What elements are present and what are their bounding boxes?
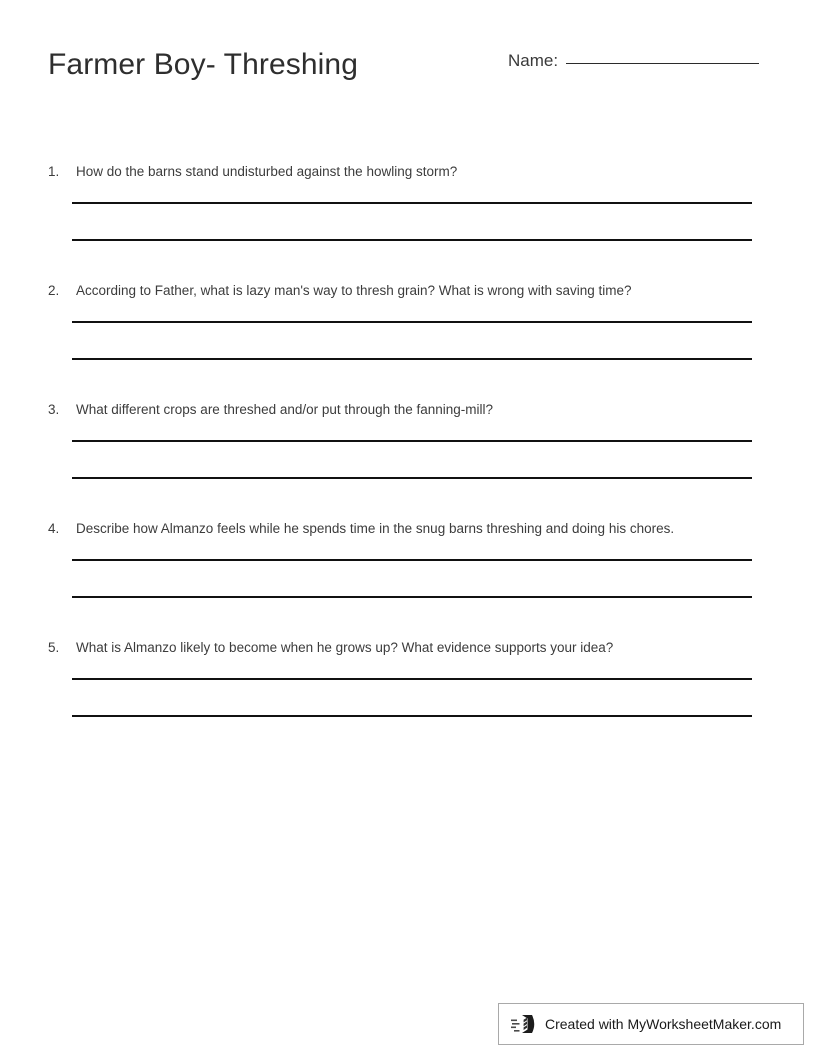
question-item-5	[0, 626, 816, 745]
question-number: 4.	[48, 521, 60, 536]
answer-line[interactable]	[72, 477, 752, 479]
answer-line[interactable]	[72, 678, 752, 680]
answer-line[interactable]	[72, 559, 752, 561]
question-row	[48, 162, 776, 181]
created-with-badge[interactable]	[498, 1003, 804, 1045]
name-label: Name:	[508, 51, 559, 70]
question-number: 3.	[48, 402, 60, 417]
answer-line[interactable]	[72, 202, 752, 204]
question-item-2	[0, 269, 816, 388]
worksheet-maker-logo-icon	[511, 1012, 539, 1036]
worksheet-header	[0, 0, 816, 110]
answer-line[interactable]	[72, 596, 752, 598]
question-row	[48, 519, 776, 538]
name-input-line[interactable]	[566, 63, 759, 64]
answer-line[interactable]	[72, 321, 752, 323]
question-text: According to Father, what is lazy man's way to thresh grain? What is wrong with saving time?	[76, 283, 632, 298]
answer-area	[72, 321, 752, 360]
question-text: How do the barns stand undisturbed against the howling storm?	[76, 164, 458, 179]
question-item-1	[0, 150, 816, 269]
question-list	[0, 150, 816, 745]
question-number: 2.	[48, 283, 60, 298]
question-text: Describe how Almanzo feels while he spends time in the snug barns threshing and doing his chores.	[76, 521, 675, 536]
question-row	[48, 400, 776, 419]
question-text: What different crops are threshed and/or put through the fanning-mill?	[76, 402, 493, 417]
question-text: What is Almanzo likely to become when he grows up? What evidence supports your idea?	[76, 640, 614, 655]
page-title: Farmer Boy- Threshing	[48, 48, 358, 81]
name-field-group	[508, 50, 759, 72]
answer-line[interactable]	[72, 358, 752, 360]
answer-area	[72, 559, 752, 598]
question-number: 1.	[48, 164, 60, 179]
answer-line[interactable]	[72, 715, 752, 717]
answer-line[interactable]	[72, 440, 752, 442]
answer-line[interactable]	[72, 239, 752, 241]
badge-label: Created with MyWorksheetMaker.com	[545, 1016, 782, 1032]
question-item-4	[0, 507, 816, 626]
question-item-3	[0, 388, 816, 507]
question-row	[48, 638, 776, 657]
answer-area	[72, 440, 752, 479]
answer-area	[72, 202, 752, 241]
question-row	[48, 281, 776, 300]
answer-area	[72, 678, 752, 717]
question-number: 5.	[48, 640, 60, 655]
